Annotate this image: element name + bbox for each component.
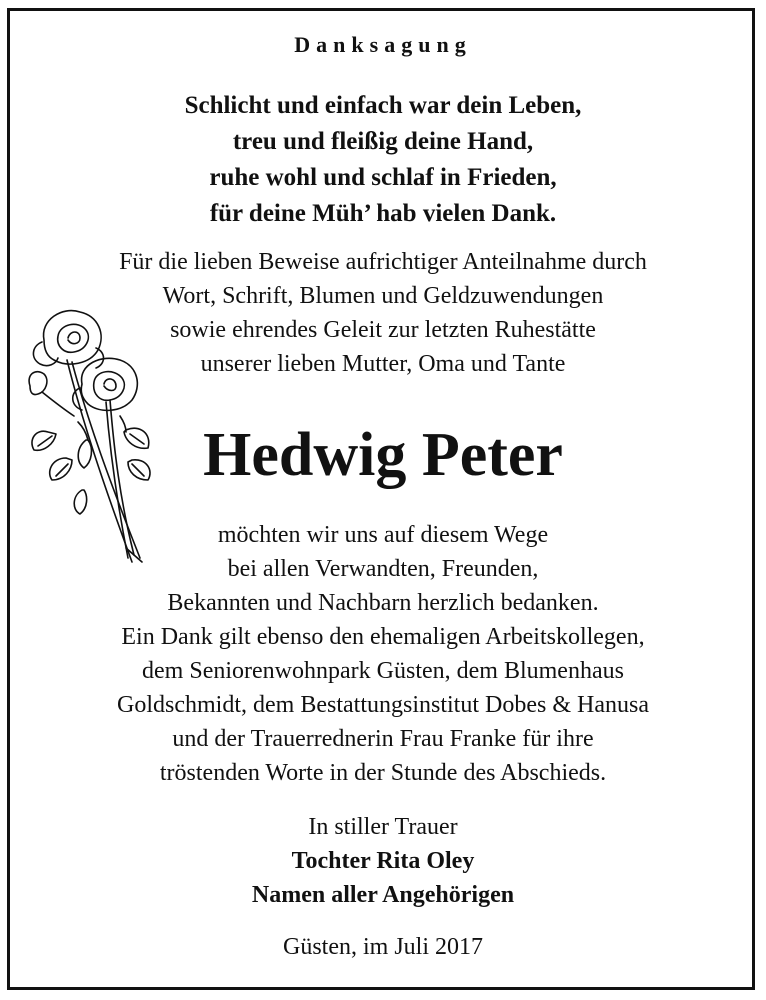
signatories [0, 844, 766, 912]
place-date: Güsten, im Juli 2017 [282, 934, 483, 960]
poem-line: treu und fleißig deine Hand, [232, 128, 534, 155]
poem-verse [0, 88, 766, 232]
notice-heading: Danksagung [294, 32, 472, 57]
thanks-line: möchten wir uns auf diesem Wege [217, 522, 549, 548]
thanks-line: Bekannten und Nachbarn herzlich bedanken. [167, 590, 599, 616]
poem-line: Schlicht und einfach war dein Leben, [184, 92, 582, 119]
thanks-line: bei allen Verwandten, Freunden, [227, 556, 539, 582]
thanks-line: tröstenden Worte in der Stunde des Abschieds. [159, 760, 607, 786]
thanks-line: dem Seniorenwohnpark Güsten, dem Blumenhaus [142, 658, 624, 684]
signatory-name: Tochter Rita Oley [291, 848, 475, 874]
poem-line: ruhe wohl und schlaf in Frieden, [209, 164, 557, 191]
thanks-line: und der Trauerrednerin Frau Franke für ihre [172, 726, 594, 752]
intro-line: unserer lieben Mutter, Oma und Tante [200, 351, 566, 377]
deceased-name: Hedwig Peter [203, 421, 563, 489]
intro-line: Für die lieben Beweise aufrichtiger Anteilnahme durch [119, 249, 647, 275]
thanks-line: Goldschmidt, dem Bestattungsinstitut Dobes & Hanusa [117, 692, 649, 718]
intro-line: sowie ehrendes Geleit zur letzten Ruhestätte [170, 317, 596, 343]
poem-line: für deine Müh’ hab vielen Dank. [209, 200, 557, 227]
signatory-name: Namen aller Angehörigen [251, 882, 515, 908]
closing-phrase: In stiller Trauer [308, 814, 458, 840]
intro-line: Wort, Schrift, Blumen und Geldzuwendungen [162, 283, 604, 309]
thanks-text [40, 518, 726, 790]
thanks-line: Ein Dank gilt ebenso den ehemaligen Arbeitskollegen, [121, 624, 645, 650]
